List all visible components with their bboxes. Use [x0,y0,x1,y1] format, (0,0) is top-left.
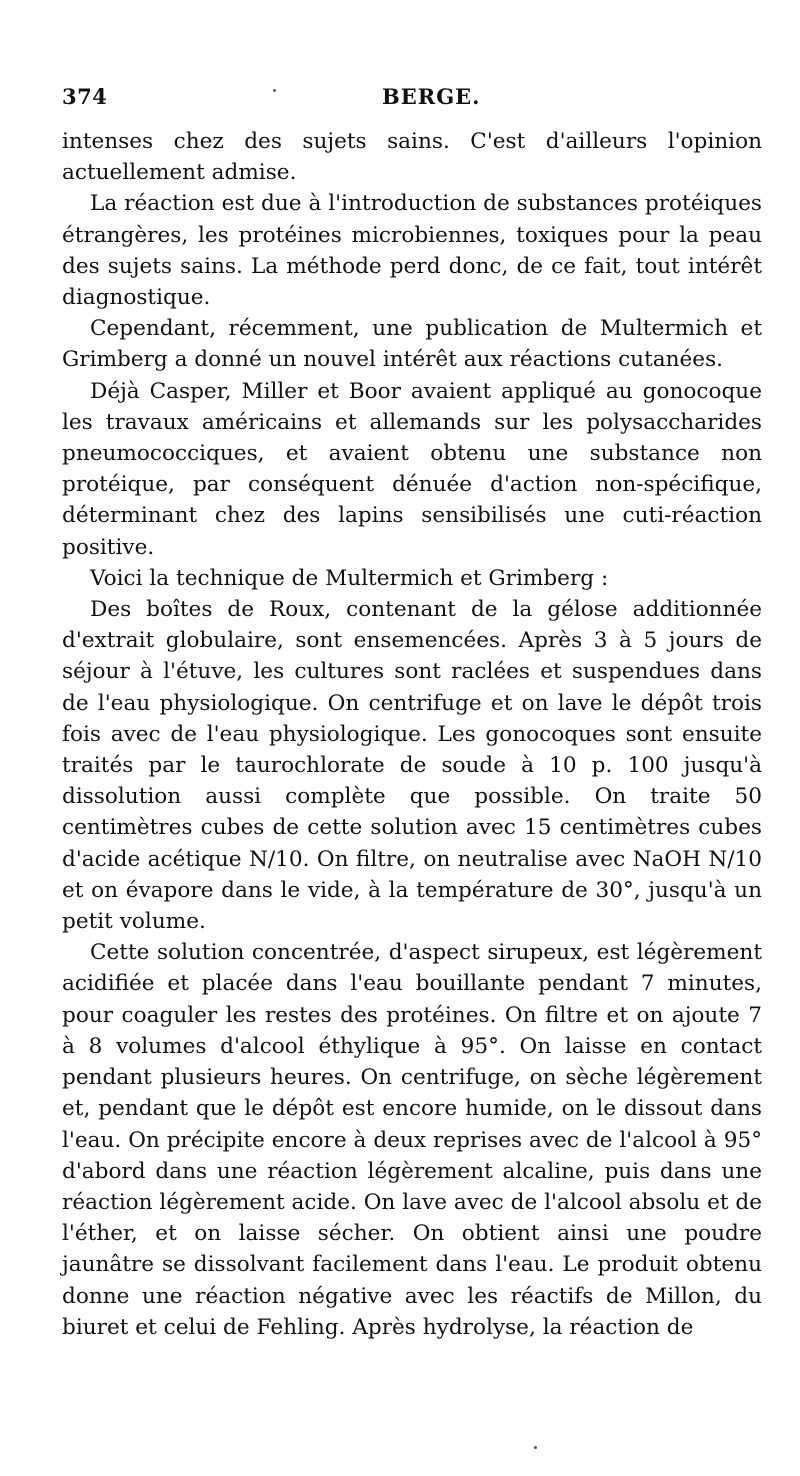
paragraph: Des boîtes de Roux, contenant de la gélose additionnée d'extrait globulaire, sont ensemencées. Après 3 à 5 jours de séjour à l'étuve, les cultures sont raclées et suspendues dans de l'eau physiologique. On centrifuge et on lave le dépôt trois fois avec de l'eau physiologique. Les gonocoques sont ensuite traités par le taurochlorate de soude à 10 p. 100 jusqu'à dissolution aussi complète que possible. On traite 50 centimètres cubes de cette solution avec 15 centimètres cubes d'acide acétique N/10. On filtre, on neutralise avec NaOH N/10 et on évapore dans le vide, à la température de 30°, jusqu'à un petit volume. [62,597,762,935]
body-text [62,126,762,1343]
paragraph: La réaction est due à l'introduction de substances protéiques étrangères, les protéines microbiennes, toxiques pour la peau des sujets sains. La méthode perd donc, de ce fait, tout intérêt diagnostique. [62,191,762,311]
page-number: 374 [62,84,108,109]
running-head: BERGE. [382,84,481,109]
paragraph-continuation: intenses chez des sujets sains. C'est d'ailleurs l'opinion actuellement admise. [62,129,762,186]
paragraph: Déjà Casper, Miller et Boor avaient appliqué au gonocoque les travaux américains et allemands sur les polysaccharides pneumococciques, et avaient obtenu une substance non protéique, par conséquent dénuée d'action non-spécifique, déterminant chez des lapins sensibilisés une cuti-réaction positive. [62,378,762,560]
print-speck [273,89,276,92]
print-speck [534,1446,537,1449]
paragraph: Cependant, récemment, une publication de Multermich et Grimberg a donné un nouvel intérêt aux réactions cutanées. [62,316,762,373]
paragraph: Cette solution concentrée, d'aspect sirupeux, est légèrement acidifiée et placée dans l'eau bouillante pendant 7 minutes, pour coaguler les restes des protéines. On filtre et on ajoute 7 à 8 volumes d'alcool éthylique à 95°. On laisse en contact pendant plusieurs heures. On centrifuge, on sèche légèrement et, pendant que le dépôt est encore humide, on le dissout dans l'eau. On précipite encore à deux reprises avec de l'alcool à 95° d'abord dans une réaction légèrement alcaline, puis dans une réaction légèrement acide. On lave avec de l'alcool absolu et de l'éther, et on laisse sécher. On obtient ainsi une poudre jaunâtre se dissolvant facilement dans l'eau. Le produit obtenu donne une réaction négative avec les réactifs de Millon, du biuret et celui de Fehling. Après hydrolyse, la réaction de [62,940,762,1340]
page-header [62,84,764,116]
paragraph: Voici la technique de Multermich et Grimberg : [90,565,609,591]
